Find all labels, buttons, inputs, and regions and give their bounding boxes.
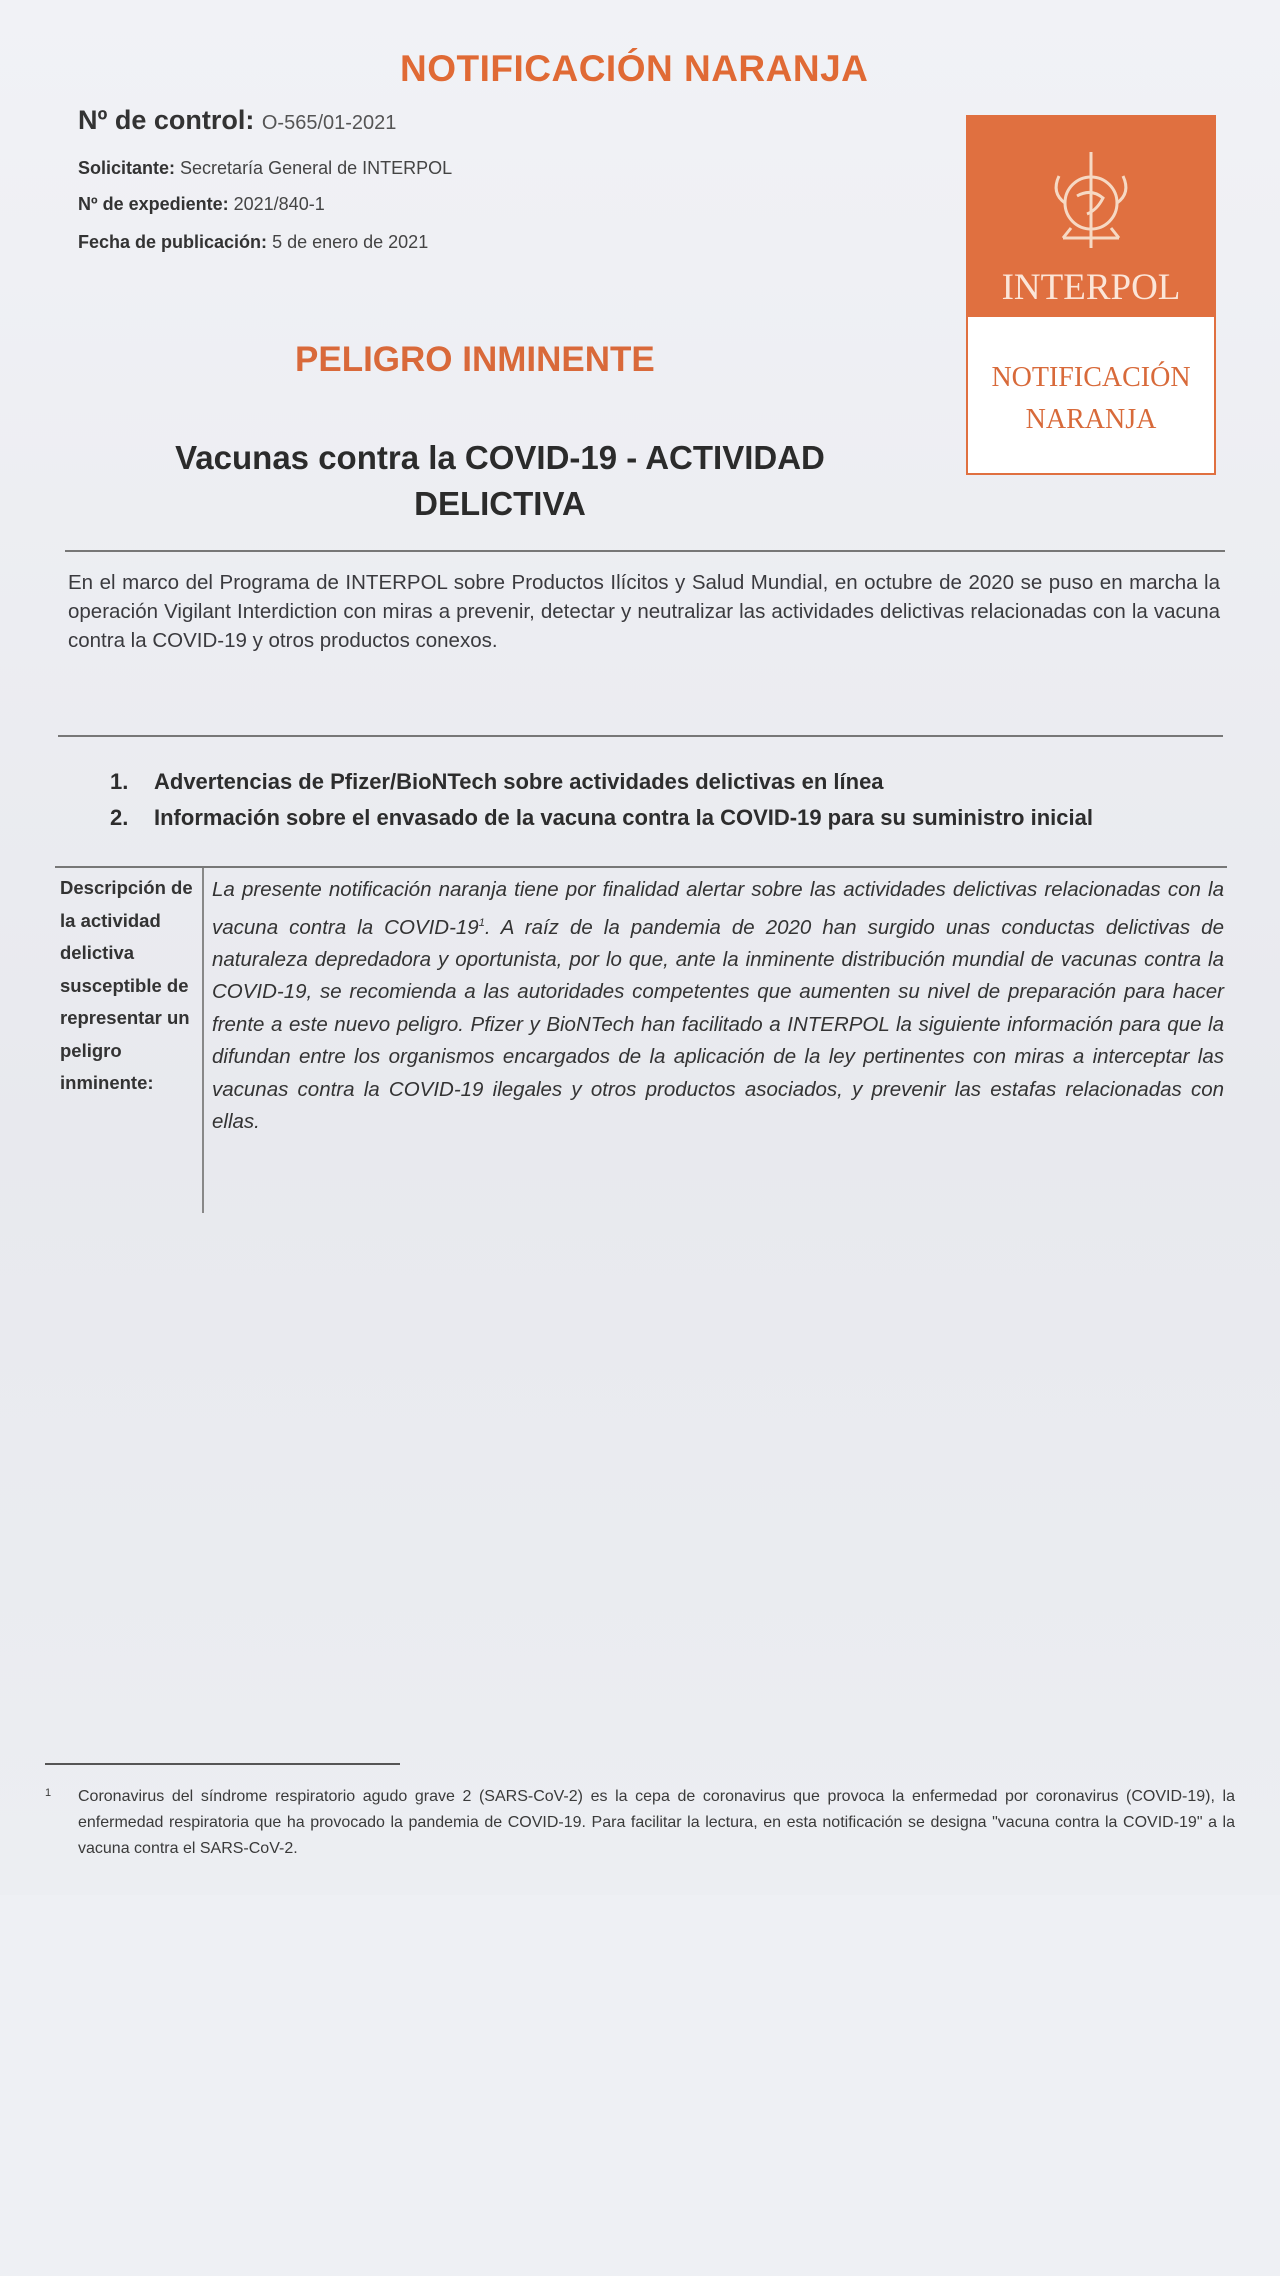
intro-paragraph: En el marco del Programa de INTERPOL sobre Productos Ilícitos y Salud Mundial, en octubre de 2020 se puso en marcha la operación Vigilant Interdiction con miras a prevenir, detectar y neutralizar las actividades delictivas relacionadas con la vacuna contra la COVID-19 y otros productos conexos. <box>68 571 1220 652</box>
footnote-ref[interactable]: 1 <box>478 916 485 929</box>
file-value: 2021/840-1 <box>233 194 325 214</box>
footnote-marker: 1 <box>45 1787 52 1799</box>
logo-brand: INTERPOL <box>1001 267 1181 308</box>
requester <box>78 158 452 179</box>
date-value: 5 de enero de 2021 <box>272 232 429 252</box>
requester-value: Secretaría General de INTERPOL <box>180 158 453 178</box>
publication-date <box>78 232 428 253</box>
control-number <box>78 105 396 136</box>
next-page-bleed <box>0 1895 1280 2276</box>
footnote <box>45 1784 1235 1862</box>
footnote-separator <box>45 1763 400 1765</box>
file-number <box>78 194 325 215</box>
document-title: NOTIFICACIÓN NARANJA <box>400 48 869 89</box>
interpol-emblem-icon <box>1041 148 1141 258</box>
divider <box>65 550 1225 552</box>
list-number: 2. <box>110 805 129 830</box>
list-text: Información sobre el envasado de la vacuna contra la COVID-19 para su suministro inicial <box>154 805 1093 830</box>
item-list <box>110 764 1093 836</box>
subtitle: Vacunas contra la COVID-19 - ACTIVIDAD DELICTIVA <box>175 439 825 522</box>
interpol-logo <box>966 115 1216 475</box>
table-column-divider <box>202 868 204 1213</box>
divider <box>58 735 1223 737</box>
logo-line1: NOTIFICACIÓN <box>991 362 1191 393</box>
file-label: Nº de expediente: <box>78 194 229 214</box>
table-top-border <box>55 866 1227 868</box>
list-text: Advertencias de Pfizer/BioNTech sobre actividades delictivas en línea <box>154 769 884 794</box>
table-label: Descripción de la actividad delictiva susceptible de representar un peligro inminente: <box>60 877 193 1093</box>
list-number: 1. <box>110 769 129 794</box>
table-description <box>212 874 1224 1139</box>
date-label: Fecha de publicación: <box>78 232 268 252</box>
control-value: O-565/01-2021 <box>261 112 397 134</box>
footnote-text: Coronavirus del síndrome respiratorio agudo grave 2 (SARS-CoV-2) es la cepa de coronavirus que provoca la enfermedad por coronavirus (COVID-19), la enfermedad respiratoria que ha provocado la pandemia de COVID-19. Para facilitar la lectura, en esta notificación se designa "vacuna contra la COVID-19" a la vacuna contra el SARS-CoV-2. <box>78 1788 1235 1857</box>
control-label: Nº de control: <box>78 105 255 135</box>
requester-label: Solicitante: <box>78 158 176 178</box>
alert-heading: PELIGRO INMINENTE <box>295 340 655 379</box>
logo-line2: NARANJA <box>1025 404 1157 435</box>
list-item <box>110 764 1093 800</box>
description-text: La presente notificación naranja tiene por finalidad alertar sobre las actividades delictivas relacionadas con la vacuna contra la COVID-19 <box>212 878 1224 939</box>
description-text: . A raíz de la pandemia de 2020 han surgido unas conductas delictivas de naturaleza depredadora y oportunista, por lo que, ante la inminente distribución mundial de vacunas contra la COVID-19, se recomienda a las autoridades competentes que aumenten su nivel de preparación para hacer frente a este nuevo peligro. Pfizer y BioNTech han facilitado a INTERPOL la siguiente información para que la difundan entre los organismos encargados de la aplicación de la ley pertinentes con miras a interceptar las vacunas contra la COVID-19 ilegales y otros productos asociados, y prevenir las estafas relacionadas con ellas. <box>212 915 1224 1134</box>
list-item <box>110 800 1093 836</box>
